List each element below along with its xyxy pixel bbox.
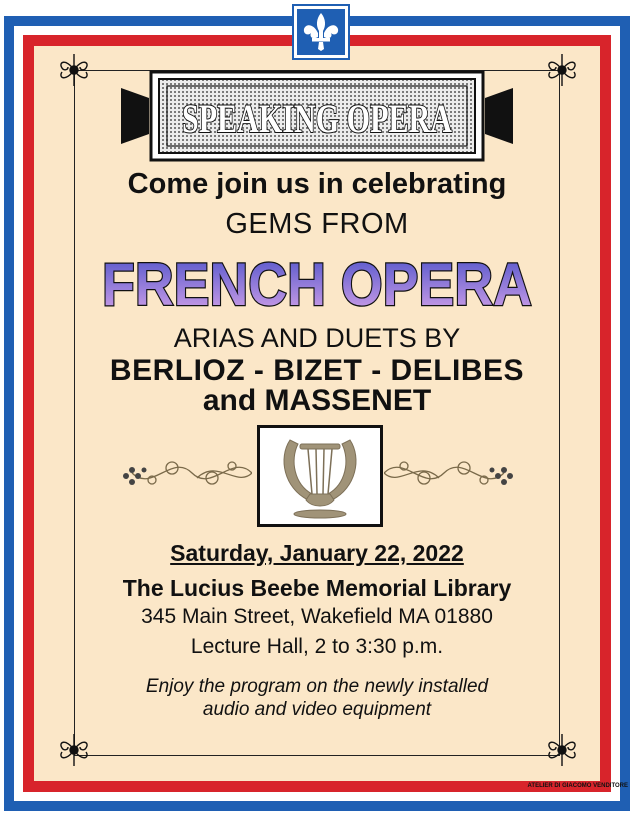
event-date: Saturday, January 22, 2022 — [170, 540, 464, 566]
right-ornament — [384, 428, 524, 518]
intro-line: Come join us in celebrating — [127, 168, 507, 200]
top-right-flourish-icon — [538, 50, 584, 90]
bottom-left-flourish-icon — [52, 730, 98, 770]
event-time: Lecture Hall, 2 to 3:30 p.m. — [190, 635, 444, 658]
fleur-de-lis-icon — [297, 9, 345, 55]
lyre-icon — [260, 428, 380, 524]
composers-line: BERLIOZ - BIZET - DELIBES — [109, 354, 525, 387]
designer-credit: ATELIER DI GIACOMO VENDITORE — [527, 783, 628, 789]
top-left-flourish-icon — [52, 50, 98, 90]
banner-title: SPEAKING OPERA — [182, 96, 453, 141]
event-venue: The Lucius Beebe Memorial Library — [122, 575, 512, 601]
lyre-frame — [257, 425, 383, 527]
event-note-line2: audio and video equipment — [202, 699, 432, 720]
massenet-line: and MASSENET — [202, 384, 432, 417]
speaking-opera-banner — [121, 70, 513, 162]
french-opera-headline — [96, 247, 538, 317]
left-ornament — [112, 428, 252, 518]
event-note-line1: Enjoy the program on the newly installed — [145, 676, 489, 697]
fleur-de-lis-badge — [294, 6, 348, 58]
arias-line: ARIAS AND DUETS BY — [173, 323, 461, 353]
gems-from-line: GEMS FROM — [225, 208, 409, 240]
event-address: 345 Main Street, Wakefield MA 01880 — [141, 605, 493, 628]
headline-text: FRENCH OPERA — [102, 251, 532, 317]
bottom-right-flourish-icon — [538, 730, 584, 770]
